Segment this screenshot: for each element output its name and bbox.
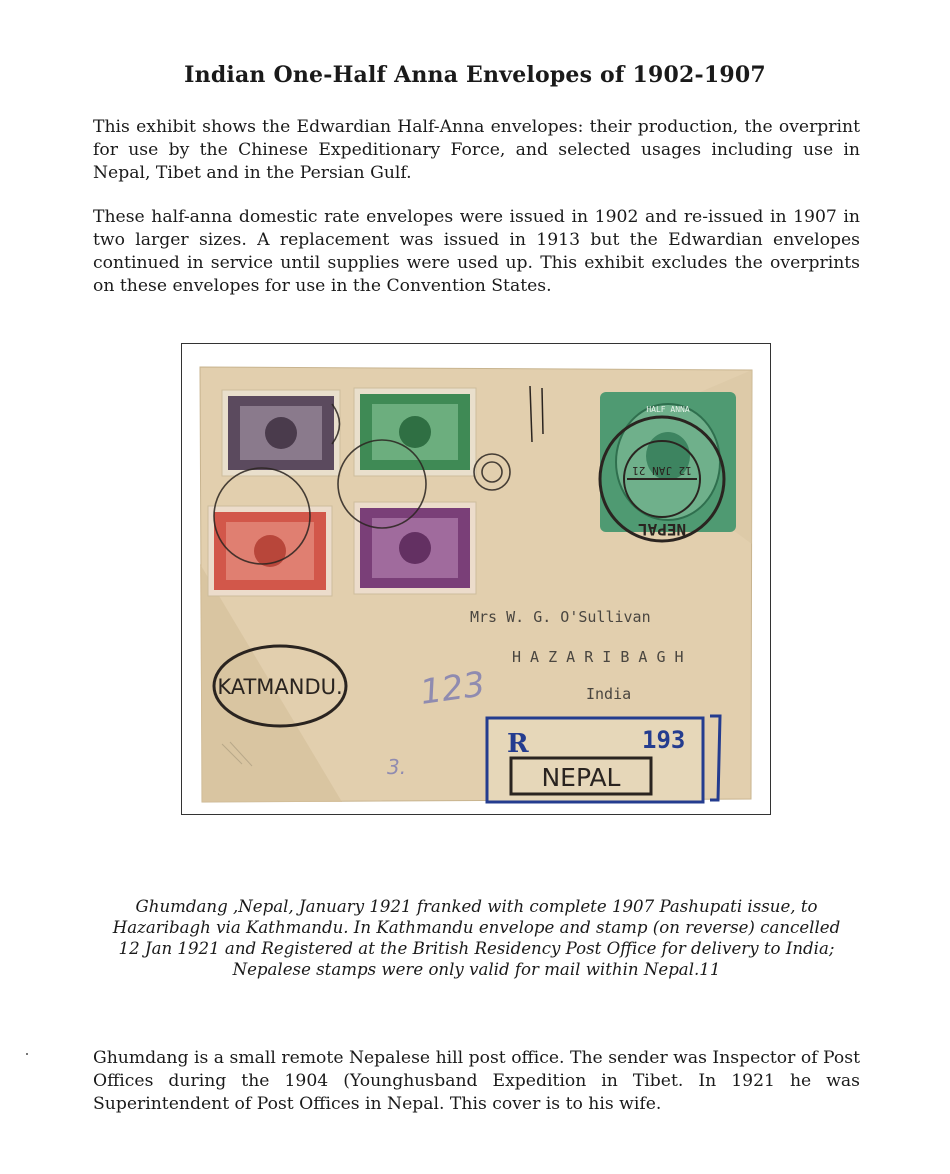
page-title: Indian One-Half Anna Envelopes of 1902-1907: [184, 62, 766, 88]
registration-number: 193: [642, 726, 686, 754]
registration-label: [487, 716, 720, 802]
cover-image-frame: [181, 343, 771, 815]
pencil-note-number: 123: [417, 664, 488, 713]
imprint-stamp-label: HALF ANNA: [646, 405, 690, 414]
stamp-red: [208, 506, 332, 596]
intro-paragraph: This exhibit shows the Edwardian Half-Anna envelopes: their production, the overprint for use by the Chinese Expeditionary Force, and selected usages including use in Nepal, Tibet and in the Persian Gulf.: [93, 117, 860, 183]
cover-illustration: [182, 344, 770, 814]
page-speck: [26, 1053, 28, 1055]
postmark-date: 12 JAN 21: [632, 464, 692, 477]
registration-office: NEPAL: [541, 763, 621, 792]
caption-line: Hazaribagh via Kathmandu. In Kathmandu envelope and stamp (on reverse) cancelled: [112, 918, 841, 937]
caption-line: Nepalese stamps were only valid for mail within Nepal.11: [232, 960, 721, 979]
address-line-name: Mrs W. G. O'Sullivan: [470, 608, 651, 626]
address-line-city: H A Z A R I B A G H: [512, 648, 684, 666]
postmark-place: NEPAL: [637, 520, 687, 539]
stamp-violet: [354, 502, 476, 594]
cover-caption: [93, 896, 860, 980]
pen-stroke: [542, 388, 543, 434]
closing-paragraph: Ghumdang is a small remote Nepalese hill post office. The sender was Inspector of Post Offices during the 1904 (Younghusband Expedition in Tibet. In 1921 he was Superintendent of Post Offices in Nepal. This cover is to his wife.: [93, 1048, 860, 1114]
caption-line: Ghumdang ,Nepal, January 1921 franked with complete 1907 Pashupati issue, to: [135, 897, 818, 916]
address-line-country: India: [586, 685, 632, 703]
registration-letter: R: [507, 729, 529, 759]
pencil-note-three: 3.: [387, 755, 407, 779]
katmandu-handstamp-text: KATMANDU.: [217, 675, 343, 699]
stamp-purple-grey: [222, 390, 340, 476]
stamp-green: [354, 388, 476, 476]
caption-line: 12 Jan 1921 and Registered at the British Residency Post Office for delivery to India;: [118, 939, 835, 958]
scope-paragraph: These half-anna domestic rate envelopes were issued in 1902 and re-issued in 1907 in two larger sizes. A replacement was issued in 1913 but the Edwardian envelopes continued in service until supplies were used up. This exhibit excludes the overprints on these envelopes for use in the Convention States.: [93, 207, 860, 296]
